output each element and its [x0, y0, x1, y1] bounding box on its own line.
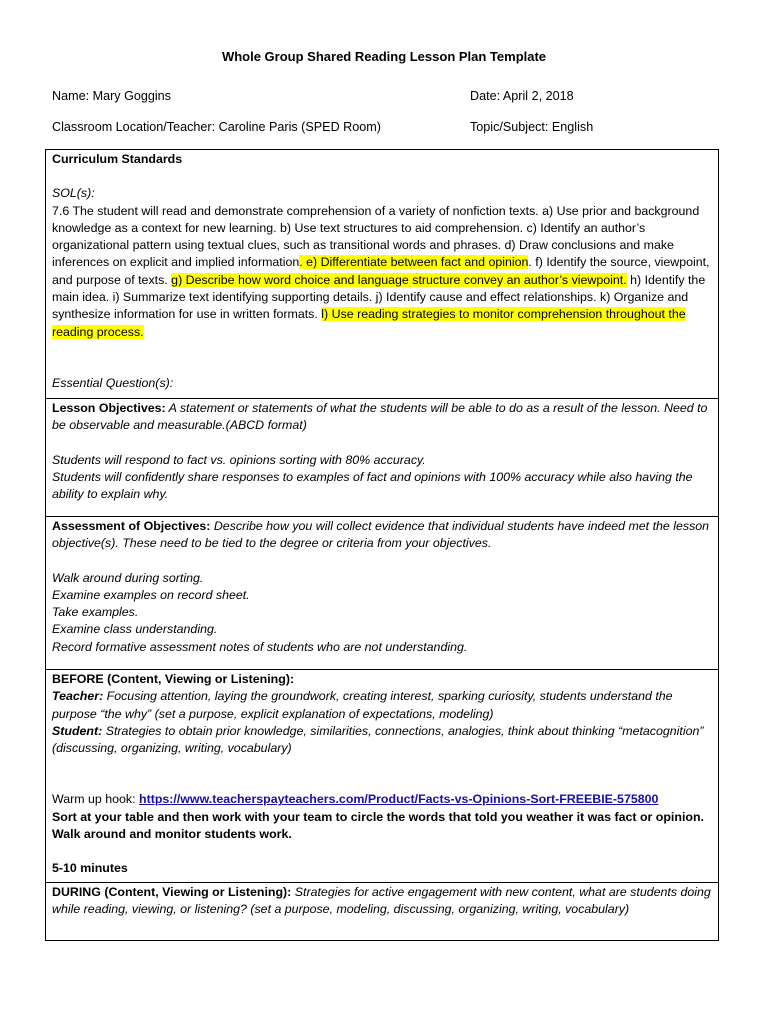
assessment-label: Assessment of Objectives: [52, 519, 211, 533]
assessment-item: Take examples. [52, 605, 139, 620]
assessment-item: Examine class understanding. [52, 622, 218, 637]
sol-label: SOL(s): [52, 186, 95, 201]
before-teacher [52, 688, 712, 723]
warm-up-label: Warm up hook: [52, 792, 139, 807]
assessment-cell [46, 517, 719, 670]
assessment-row [46, 517, 719, 670]
lesson-objectives-intro [52, 400, 712, 435]
during-cell [46, 882, 719, 940]
before-cell [46, 670, 719, 883]
topic-subject: Topic/Subject: English [470, 120, 594, 134]
warm-up-hook [52, 791, 712, 808]
before-heading: BEFORE (Content, Viewing or Listening): [52, 672, 295, 686]
during-heading: DURING (Content, Viewing or Listening): [52, 884, 292, 899]
warm-up-instruction: Sort at your table and then work with your team to circle the words that told you weather it was fact or opinion. [52, 809, 704, 824]
sol-text-part-2: . f) Identify the source, viewpoint, and purpose of texts. [52, 255, 710, 287]
sol-text [52, 203, 712, 341]
assessment-item: Record formative assessment notes of students who are not understanding. [52, 639, 468, 654]
lesson-objectives-row [46, 399, 719, 517]
during-row [46, 882, 719, 940]
sol-highlight-reading-strategies: l) Use reading strategies to monitor comprehension throughout the reading process. [52, 307, 686, 339]
student-text: Strategies to obtain prior knowledge, similarities, connections, analogies, think about thinking “metacognition” (discussing, organizing, writing, vocabulary) [52, 723, 704, 756]
sol-highlight-fact-opinion: . e) Differentiate between fact and opinion [299, 255, 529, 270]
essential-question-label: Essential Question(s): [52, 375, 174, 390]
during-description: Strategies for active engagement with new content, what are students doing while reading, viewing, or listening? (set a purpose, modeling, discussing, organizing, writing, vocabulary) [52, 884, 711, 916]
lesson-objectives-description: A statement or statements of what the students will be able to do as a result of the lesson. Need to be observable and measurable.(ABCD format) [52, 401, 708, 433]
assessment-intro [52, 518, 712, 553]
teacher-label: Teacher: [52, 689, 104, 704]
classroom-location: Classroom Location/Teacher: Caroline Paris (SPED Room) [52, 120, 381, 134]
teacher-name: Name: Mary Goggins [52, 89, 171, 103]
lesson-objectives-cell [46, 399, 719, 517]
assessment-description: Describe how you will collect evidence that individual students have indeed met the lesson objective(s). These need to be tied to the degree or criteria from your objectives. [52, 519, 710, 551]
warm-up-link[interactable]: https://www.teacherspayteachers.com/Product/Facts-vs-Opinions-Sort-FREEBIE-575800 [139, 792, 659, 807]
lesson-date: Date: April 2, 2018 [470, 89, 574, 103]
curriculum-standards-row [46, 150, 719, 399]
sol-text-part-3: h) Identify the main idea. i) Summarize text identifying supporting details. j) Identify cause and effect relationships. k) Organize and synthesize information for use in written formats. [52, 272, 706, 322]
before-time: 5-10 minutes [52, 861, 128, 876]
lesson-plan-table [45, 149, 719, 941]
assessment-item: Examine examples on record sheet. [52, 587, 250, 602]
sol-highlight-word-choice: g) Describe how word choice and language structure convey an author’s viewpoint. [171, 272, 627, 287]
objective-item: Students will confidently share responses to examples of fact and opinions with 100% accuracy while also having the ability to explain why. [52, 469, 693, 502]
sol-text-part-1: 7.6 The student will read and demonstrate comprehension of a variety of nonfiction texts. a) Use prior and background knowledge as a context for new learning. b) Use text structures to aid comprehension. c) Identify an author’s organizational pattern using textual clues, such as transitional words and phrases. d) Draw conclusions and make inferences on explicit and implied information [52, 203, 700, 270]
curriculum-standards-cell [46, 150, 719, 399]
objective-item: Students will respond to fact vs. opinions sorting with 80% accuracy. [52, 452, 426, 467]
document-title: Whole Group Shared Reading Lesson Plan Template [221, 49, 547, 64]
assessment-item: Walk around during sorting. [52, 570, 204, 585]
before-row [46, 670, 719, 883]
curriculum-standards-heading: Curriculum Standards [52, 152, 183, 166]
before-student [52, 723, 712, 758]
teacher-text: Focusing attention, laying the groundwork, creating interest, sparking curiosity, students understand the purpose “the why” (set a purpose, explicit explanation of expectations, modeling) [52, 689, 673, 721]
lesson-objectives-label: Lesson Objectives: [52, 401, 166, 415]
warm-up-instruction: Walk around and monitor students work. [52, 827, 292, 842]
student-label: Student: [52, 723, 103, 738]
during-text [52, 884, 712, 919]
